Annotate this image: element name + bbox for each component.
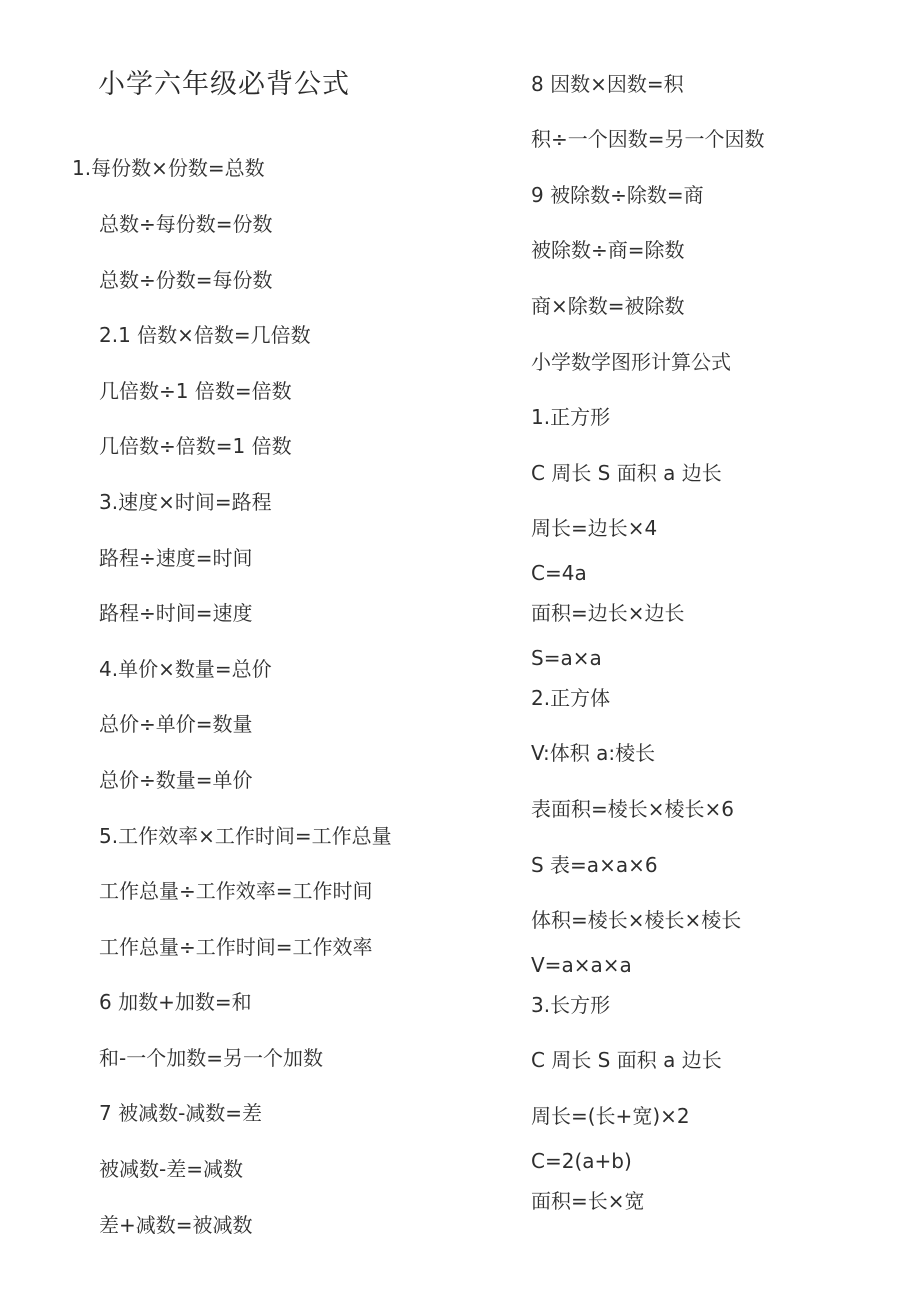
section-heading: 3.长方形 (531, 993, 611, 1017)
formula-line: 路程÷速度=时间 (99, 546, 253, 570)
formula-line: 9 被除数÷除数=商 (531, 183, 704, 207)
formula-line: 7 被减数-减数=差 (99, 1101, 263, 1125)
formula-line: 总价÷数量=单价 (99, 768, 253, 792)
formula-line: 3.速度×时间=路程 (99, 490, 272, 514)
formula-line: 5.工作效率×工作时间=工作总量 (99, 824, 392, 848)
formula-line: 几倍数÷1 倍数=倍数 (99, 379, 292, 403)
formula-line: 面积=长×宽 (531, 1189, 645, 1213)
formula-line: V:体积 a:棱长 (531, 741, 656, 765)
formula-line: C 周长 S 面积 a 边长 (531, 1048, 722, 1072)
formula-line: 工作总量÷工作时间=工作效率 (99, 935, 373, 959)
formula-line: 4.单价×数量=总价 (99, 657, 272, 681)
section-heading: 1.正方形 (531, 405, 611, 429)
formula-line: 路程÷时间=速度 (99, 601, 253, 625)
formula-line: 2.1 倍数×倍数=几倍数 (99, 323, 311, 347)
formula-line: 总数÷份数=每份数 (99, 268, 273, 292)
section-heading: 2.正方体 (531, 686, 611, 710)
formula-line: 几倍数÷倍数=1 倍数 (99, 434, 292, 458)
formula-line: 被除数÷商=除数 (531, 238, 685, 262)
formula-line: 商×除数=被除数 (531, 294, 685, 318)
formula-line: 表面积=棱长×棱长×6 (531, 797, 734, 821)
page-title: 小学六年级必背公式 (98, 69, 350, 100)
formula-line: 被减数-差=减数 (99, 1157, 243, 1181)
formula-line: 周长=(长+宽)×2 (531, 1104, 690, 1128)
formula-line: C 周长 S 面积 a 边长 (531, 461, 722, 485)
formula-line: 面积=边长×边长 (531, 601, 685, 625)
formula-line: 积÷一个因数=另一个因数 (531, 127, 765, 151)
formula-line: 周长=边长×4 (531, 516, 658, 540)
formula-line: C=4a (531, 561, 587, 585)
formula-line: S=a×a (531, 646, 602, 670)
formula-line: 总数÷每份数=份数 (99, 212, 273, 236)
formula-line: 和-一个加数=另一个加数 (99, 1046, 323, 1070)
formula-line: 1.每份数×份数=总数 (72, 156, 265, 180)
formula-line: 6 加数+加数=和 (99, 990, 252, 1014)
formula-line: 体积=棱长×棱长×棱长 (531, 908, 742, 932)
formula-line: 差+减数=被减数 (99, 1213, 253, 1237)
formula-line: 8 因数×因数=积 (531, 72, 684, 96)
section-heading: 小学数学图形计算公式 (531, 350, 731, 374)
formula-line: 工作总量÷工作效率=工作时间 (99, 879, 373, 903)
formula-line: C=2(a+b) (531, 1149, 632, 1173)
formula-line: 总价÷单价=数量 (99, 712, 253, 736)
formula-line: S 表=a×a×6 (531, 853, 658, 877)
formula-line: V=a×a×a (531, 953, 632, 977)
